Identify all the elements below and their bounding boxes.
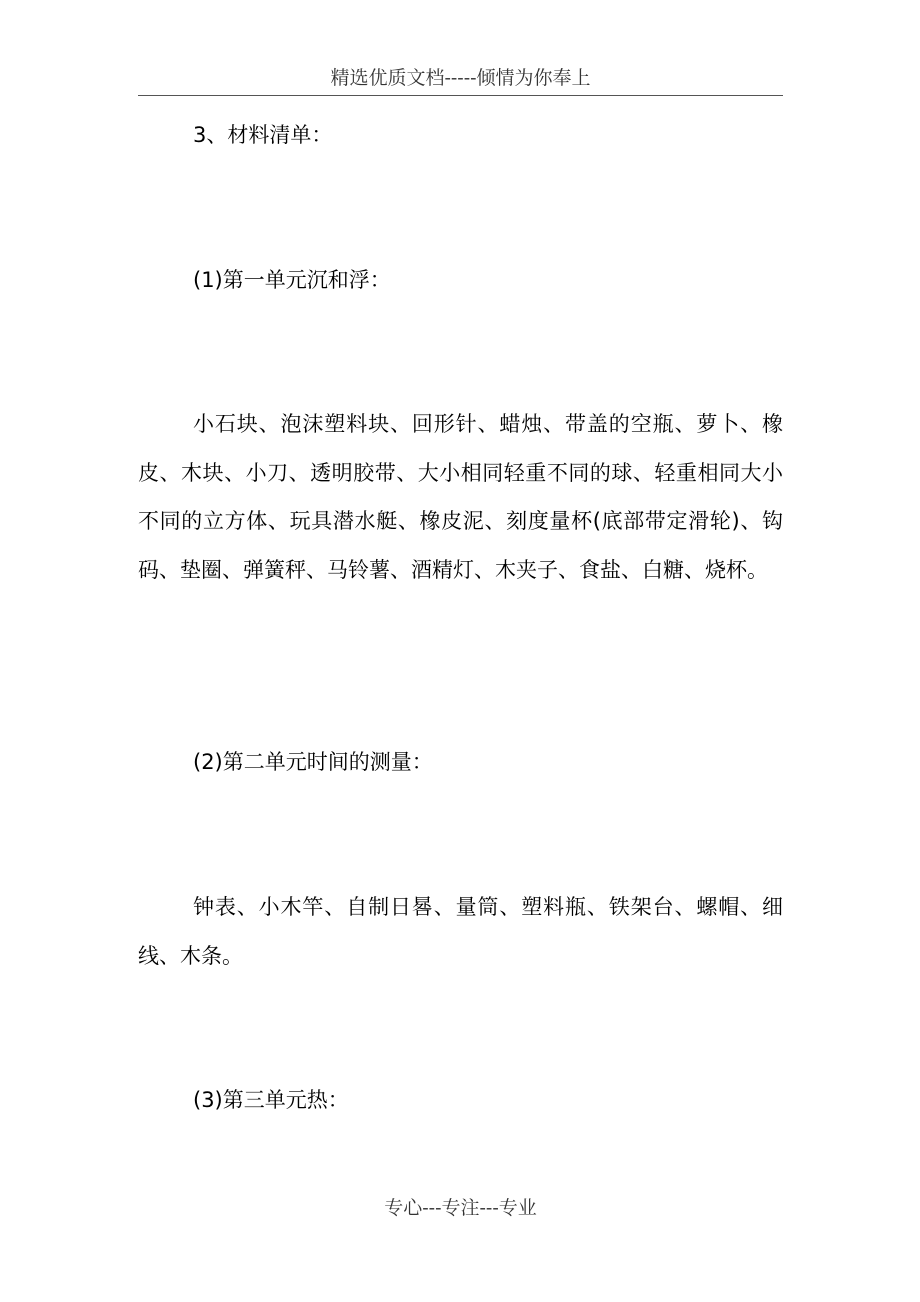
unit1-title: (1)第一单元沉和浮： [193,268,391,292]
header-text: 精选优质文档-----倾情为你奉上 [330,67,591,89]
unit1-materials: 小石块、泡沫塑料块、回形针、蜡烛、带盖的空瓶、萝卜、橡皮、木块、小刀、透明胶带、大小相同轻重不同的球、轻重相同大小不同的立方体、玩具潜水艇、橡皮泥、刻度量杯(底部带定滑轮)、钩码、垫圈、弹簧秤、马铃薯、酒精灯、木夹子、食盐、白糖、烧杯。 [138,412,783,582]
footer-text: 专心---专注---专业 [384,1197,537,1219]
unit3-title: (3)第三单元热： [193,1088,349,1112]
unit2-title: (2)第二单元时间的测量： [193,750,433,774]
page-header [138,64,783,96]
section-heading: 3、材料清单： [193,123,333,147]
unit2-materials: 钟表、小木竿、自制日晷、量筒、塑料瓶、铁架台、螺帽、细线、木条。 [138,895,783,968]
page-footer [138,1192,783,1224]
